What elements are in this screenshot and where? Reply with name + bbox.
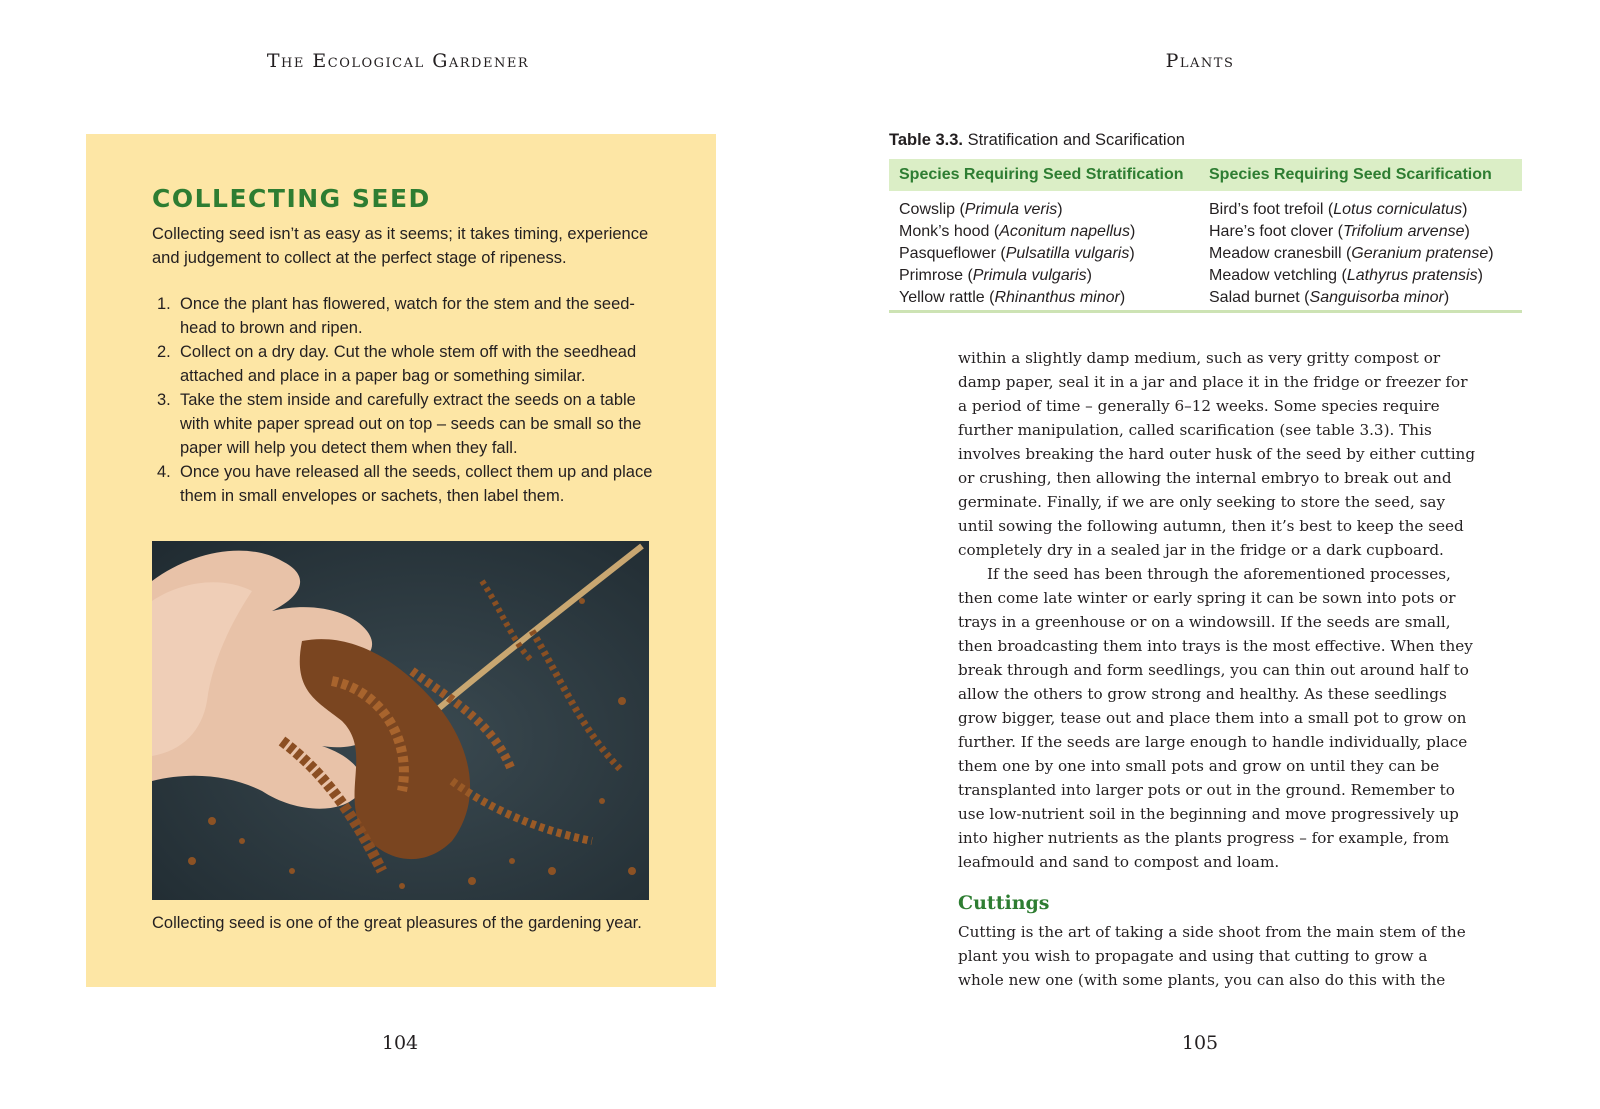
hand-with-seedheads-image [152,541,649,900]
table-caption [889,131,1185,150]
table-cell-line: Salad burnet (Sanguisorba minor) [1209,289,1450,306]
running-head-right: Plants [1165,50,1235,72]
list-item [152,292,652,340]
body-line: germinate. Finally, if we are only seeking to store the seed, say [958,493,1446,511]
step-line: attached and place in a paper bag or something similar. [180,367,586,385]
body-line: If the seed has been through the aforementioned processes, [987,565,1451,583]
step-line: Collect on a dry day. Cut the whole stem off with the seedhead [180,343,637,361]
body-line: damp paper, seal it in a jar and place it in the fridge or freezer for [958,373,1468,391]
running-head-left: The Ecological Gardener [266,50,530,72]
table-cell-line: Meadow vetchling (Lathyrus pratensis) [1209,267,1483,284]
body-line: Cutting is the art of taking a side shoot from the main stem of the [958,923,1466,941]
table-cell-line: Yellow rattle (Rhinanthus minor) [899,289,1126,306]
column-header-stratification: Species Requiring Seed Stratification [889,159,1199,191]
stratification-table [889,159,1522,313]
step-number: 2. [157,343,171,361]
step-line: paper will help you detect them when they fall. [180,439,518,457]
sidebar-title: COLLECTING SEED [152,184,431,213]
step-line: Take the stem inside and carefully extract the seeds on a table [180,391,636,409]
table-cell-line: Pasqueflower (Pulsatilla vulgaris) [899,245,1135,262]
body-line: whole new one (with some plants, you can also do this with the [958,971,1446,989]
photo-caption: Collecting seed is one of the great pleasures of the gardening year. [152,914,642,932]
table-cell-line: Monk’s hood (Aconitum napellus) [899,223,1136,240]
step-line: with white paper spread out on top – seeds can be small so the [180,415,642,433]
body-line: further manipulation, called scarification (see table 3.3). This [958,421,1432,439]
body-line: them one by one into small pots and grow on until they can be [958,757,1440,775]
step-number: 1. [157,295,171,313]
list-item [152,460,652,508]
body-line: use low-nutrient soil in the beginning and move progressively up [958,805,1459,823]
table-title: Stratification and Scarification [962,131,1185,149]
stratification-species-cell [889,191,1199,312]
body-line: within a slightly damp medium, such as very gritty compost or [958,349,1441,367]
step-number: 3. [157,391,171,409]
body-line: then broadcasting them into trays is the most effective. When they [958,637,1473,655]
cuttings-text [958,920,1466,992]
list-item [152,340,652,388]
sidebar-intro [152,222,652,270]
table-number: Table 3.3. [889,131,963,149]
page-number-right: 105 [1181,1032,1219,1054]
body-line: or crushing, then allowing the internal embryo to break out and [958,469,1452,487]
body-line: break through and form seedlings, you can thin out around half to [958,661,1469,679]
seed-steps-list [152,292,652,508]
body-line: allow the others to grow strong and healthy. As these seedlings [958,685,1447,703]
body-line: leafmould and sand to compost and loam. [958,853,1280,871]
seed-collecting-photo [152,541,649,900]
table-row [889,191,1522,312]
page-number-left: 104 [381,1032,419,1054]
body-line: until sowing the following autumn, then it’s best to keep the seed [958,517,1464,535]
table-cell-line: Bird’s foot trefoil (Lotus corniculatus) [1209,201,1468,218]
step-line: Once the plant has flowered, watch for the stem and the seed- [180,295,635,313]
intro-line: Collecting seed isn’t as easy as it seems; it takes timing, experience [152,225,649,243]
body-line: trays in a greenhouse or on a windowsill. If the seeds are small, [958,613,1451,631]
body-line: grow bigger, tease out and place them into a small pot to grow on [958,709,1467,727]
body-line: involves breaking the hard outer husk of the seed by either cutting [958,445,1476,463]
step-line: them in small envelopes or sachets, then label them. [180,487,565,505]
table-cell-line: Cowslip (Primula veris) [899,201,1063,218]
body-line: transplanted into larger pots or out in the ground. Remember to [958,781,1455,799]
step-line: Once you have released all the seeds, collect them up and place [180,463,653,481]
body-line: a period of time – generally 6–12 weeks. Some species require [958,397,1440,415]
collecting-seed-sidebar [86,134,716,987]
table-cell-line: Hare’s foot clover (Trifolium arvense) [1209,223,1470,240]
right-page [800,0,1600,1109]
cuttings-subhead: Cuttings [958,892,1050,914]
scarification-species-cell [1199,191,1522,312]
body-text [958,346,1476,874]
list-item [152,388,652,460]
table-cell-line: Meadow cranesbill (Geranium pratense) [1209,245,1494,262]
table-header-row [889,159,1522,191]
body-line: completely dry in a sealed jar in the fridge or a dark cupboard. [958,541,1444,559]
step-number: 4. [157,463,171,481]
step-line: head to brown and ripen. [180,319,363,337]
table-cell-line: Primrose (Primula vulgaris) [899,267,1092,284]
body-line: further. If the seeds are large enough to handle individually, place [958,733,1468,751]
intro-line: and judgement to collect at the perfect stage of ripeness. [152,249,567,267]
body-line: plant you wish to propagate and using that cutting to grow a [958,947,1428,965]
column-header-scarification: Species Requiring Seed Scarification [1199,159,1522,191]
body-line: then come late winter or early spring it can be sown into pots or [958,589,1456,607]
body-line: into higher nutrients as the plants progress – for example, from [958,829,1450,847]
